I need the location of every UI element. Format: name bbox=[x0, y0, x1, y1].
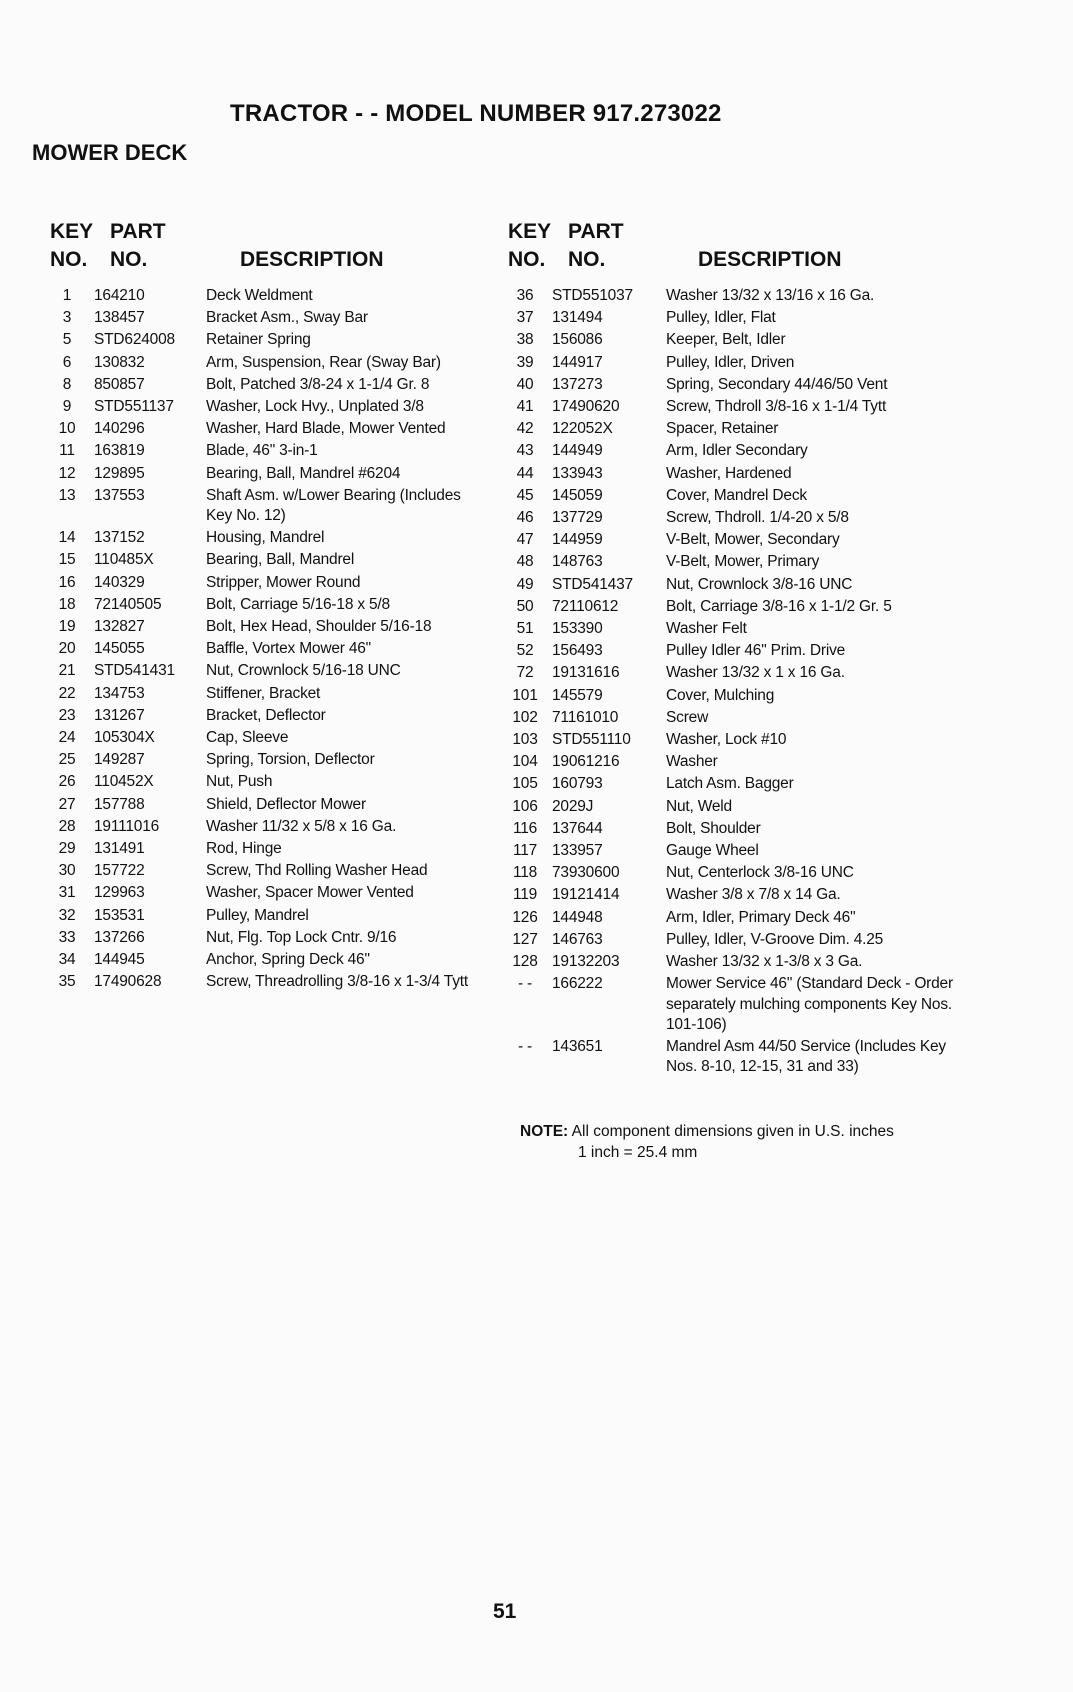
description-cell: Spring, Torsion, Deflector bbox=[206, 751, 375, 769]
table-row bbox=[508, 797, 968, 817]
table-row bbox=[50, 883, 480, 903]
parts-table-right bbox=[508, 218, 968, 1079]
table-row bbox=[508, 397, 968, 417]
key-no-cell: 35 bbox=[58, 973, 76, 991]
description-cell: Washer bbox=[666, 753, 718, 771]
key-no-cell: 10 bbox=[58, 420, 76, 438]
part-no-cell: 163819 bbox=[94, 442, 145, 460]
description-header: DESCRIPTION bbox=[240, 248, 384, 271]
part-no-cell: 133957 bbox=[552, 842, 603, 860]
description-cell: Cap, Sleeve bbox=[206, 729, 289, 747]
part-no-cell: 137644 bbox=[552, 819, 603, 837]
part-no-cell: 131494 bbox=[552, 309, 603, 327]
key-no-cell: 11 bbox=[59, 442, 75, 460]
part-no-cell: 137553 bbox=[94, 486, 145, 504]
part-no-cell: 129963 bbox=[94, 884, 145, 902]
description-cell: Washer 13/32 x 13/16 x 16 Ga. bbox=[666, 287, 875, 304]
description-cell: Nut, Centerlock 3/8-16 UNC bbox=[666, 864, 854, 882]
table-row bbox=[508, 619, 968, 639]
key-no-cell: - - bbox=[517, 1037, 533, 1055]
key-no-cell: 24 bbox=[58, 729, 76, 747]
key-no-header: NO. bbox=[508, 248, 546, 271]
description-cell: Washer, Lock Hvy., Unplated 3/8 bbox=[206, 398, 424, 416]
key-no-cell: 8 bbox=[62, 375, 72, 393]
description-cell: Washer, Lock #10 bbox=[666, 731, 787, 749]
table-row bbox=[508, 974, 968, 1035]
key-no-cell: 26 bbox=[58, 773, 76, 791]
description-cell: Nut, Weld bbox=[666, 797, 732, 815]
description-cell: Washer Felt bbox=[666, 620, 747, 638]
key-no-cell: 43 bbox=[516, 442, 534, 460]
key-no-cell: 41 bbox=[516, 398, 534, 416]
parts-table-left bbox=[50, 218, 480, 995]
description-cell: Washer 3/8 x 7/8 x 14 Ga. bbox=[666, 886, 841, 904]
part-no-cell: 137266 bbox=[94, 928, 145, 946]
table-row bbox=[508, 575, 968, 595]
key-no-cell: 32 bbox=[58, 906, 76, 924]
table-row bbox=[508, 885, 968, 905]
description-cell: Spacer, Retainer bbox=[666, 420, 779, 438]
table-row bbox=[508, 286, 968, 306]
part-no-cell: 146763 bbox=[552, 930, 603, 948]
table-header-row-2 bbox=[50, 246, 480, 274]
description-cell: Bolt, Patched 3/8-24 x 1-1/4 Gr. 8 bbox=[206, 375, 430, 393]
part-header: PART bbox=[568, 220, 624, 243]
part-no-cell: 850857 bbox=[94, 375, 145, 393]
key-no-cell: 128 bbox=[512, 953, 538, 971]
part-no-cell: 137729 bbox=[552, 509, 603, 527]
key-no-cell: 1 bbox=[62, 287, 72, 304]
key-no-cell: 29 bbox=[58, 840, 76, 858]
key-no-cell: 104 bbox=[512, 753, 538, 771]
key-no-cell: 44 bbox=[516, 464, 534, 482]
description-cell: Anchor, Spring Deck 46" bbox=[206, 951, 370, 969]
table-row bbox=[50, 375, 480, 395]
key-no-cell: 101 bbox=[512, 686, 538, 704]
part-no-cell: 131491 bbox=[94, 840, 145, 858]
table-row bbox=[50, 353, 480, 373]
table-row bbox=[50, 928, 480, 948]
table-row bbox=[50, 772, 480, 792]
description-cell: Stiffener, Bracket bbox=[206, 684, 321, 702]
key-no-cell: 72 bbox=[516, 664, 534, 682]
part-no-cell: STD551137 bbox=[94, 398, 174, 416]
table-row bbox=[50, 528, 480, 548]
table-row bbox=[508, 1037, 968, 1077]
part-no-cell: 153390 bbox=[552, 620, 603, 638]
description-cell: Cover, Mulching bbox=[666, 686, 775, 704]
table-row bbox=[50, 550, 480, 570]
key-no-cell: 39 bbox=[516, 353, 534, 371]
table-row bbox=[508, 552, 968, 572]
description-cell: Pulley, Idler, V-Groove Dim. 4.25 bbox=[666, 930, 884, 948]
key-no-cell: 12 bbox=[58, 464, 76, 482]
part-no-cell: 71161010 bbox=[552, 708, 619, 726]
key-no-header: NO. bbox=[50, 248, 88, 271]
description-cell: Shield, Deflector Mower bbox=[206, 795, 366, 813]
part-no-cell: 145055 bbox=[94, 640, 145, 658]
description-cell: Screw, Thd Rolling Washer Head bbox=[206, 862, 428, 880]
table-row bbox=[50, 728, 480, 748]
key-no-cell: 106 bbox=[512, 797, 538, 815]
note-text: All component dimensions given in U.S. inches bbox=[571, 1123, 894, 1140]
description-cell: Nut, Crownlock 5/16-18 UNC bbox=[206, 662, 401, 680]
description-cell: Screw, Thdroll 3/8-16 x 1-1/4 Tytt bbox=[666, 398, 887, 416]
description-cell: Screw, Threadrolling 3/8-16 x 1-3/4 Tytt bbox=[206, 973, 468, 991]
key-no-cell: 20 bbox=[58, 640, 76, 658]
table-row bbox=[50, 330, 480, 350]
part-no-cell: 144948 bbox=[552, 908, 603, 926]
part-no-cell: 144959 bbox=[552, 531, 603, 549]
part-no-cell: STD541437 bbox=[552, 575, 633, 593]
table-row bbox=[508, 752, 968, 772]
description-cell: Washer 11/32 x 5/8 x 16 Ga. bbox=[206, 817, 397, 835]
table-row bbox=[508, 774, 968, 794]
description-cell: Baffle, Vortex Mower 46" bbox=[206, 640, 371, 658]
table-row bbox=[50, 419, 480, 439]
description-cell: Mower Service 46" (Standard Deck - Order separately mulching components Key Nos. 101-106) bbox=[666, 975, 953, 1033]
key-no-cell: 52 bbox=[516, 642, 534, 660]
part-no-cell: 19061216 bbox=[552, 753, 620, 771]
key-no-cell: 126 bbox=[512, 908, 538, 926]
key-no-cell: 23 bbox=[58, 706, 76, 724]
part-no-cell: 156493 bbox=[552, 642, 603, 660]
part-no-cell: 73930600 bbox=[552, 864, 620, 882]
key-header: KEY bbox=[50, 220, 94, 243]
description-cell: Arm, Idler, Primary Deck 46" bbox=[666, 908, 856, 926]
key-no-cell: 127 bbox=[512, 930, 538, 948]
table-row bbox=[508, 308, 968, 328]
table-row bbox=[50, 972, 480, 992]
key-no-cell: 46 bbox=[516, 509, 534, 527]
note-label: NOTE: bbox=[520, 1123, 569, 1140]
part-no-cell: 160793 bbox=[552, 775, 603, 793]
part-no-cell: STD551037 bbox=[552, 287, 633, 304]
part-no-cell: 72140505 bbox=[94, 595, 162, 613]
table-row bbox=[508, 441, 968, 461]
key-no-cell: 22 bbox=[58, 684, 76, 702]
key-no-cell: 27 bbox=[58, 795, 76, 813]
table-row bbox=[50, 486, 480, 526]
table-row bbox=[508, 530, 968, 550]
table-row bbox=[508, 930, 968, 950]
part-no-cell: 17490628 bbox=[94, 973, 162, 991]
part-no-cell: 72110612 bbox=[552, 597, 619, 615]
part-no-cell: 144949 bbox=[552, 442, 603, 460]
part-no-cell: 148763 bbox=[552, 553, 603, 571]
table-row bbox=[50, 573, 480, 593]
part-no-header: NO. bbox=[568, 248, 606, 271]
description-cell: Arm, Idler Secondary bbox=[666, 442, 808, 460]
key-no-cell: 105 bbox=[512, 775, 538, 793]
description-cell: Washer, Hard Blade, Mower Vented bbox=[206, 420, 446, 438]
description-cell: Pulley, Idler, Flat bbox=[666, 309, 776, 327]
part-no-cell: 137273 bbox=[552, 375, 603, 393]
description-cell: Cover, Mandrel Deck bbox=[666, 486, 807, 504]
part-header: PART bbox=[110, 220, 166, 243]
key-no-cell: 37 bbox=[516, 309, 534, 327]
part-no-cell: 19131616 bbox=[552, 664, 620, 682]
key-no-cell: 117 bbox=[512, 842, 538, 860]
page-title: TRACTOR - - MODEL NUMBER 917.273022 bbox=[230, 100, 722, 127]
key-no-cell: 19 bbox=[58, 618, 76, 636]
table-row bbox=[508, 819, 968, 839]
key-no-cell: 45 bbox=[516, 486, 534, 504]
description-cell: Mandrel Asm 44/50 Service (Includes Key Nos. 8-10, 12-15, 31 and 33) bbox=[666, 1037, 946, 1076]
table-row bbox=[50, 839, 480, 859]
table-row bbox=[508, 486, 968, 506]
table-row bbox=[50, 795, 480, 815]
key-no-cell: 14 bbox=[58, 529, 76, 547]
table-row bbox=[508, 353, 968, 373]
key-no-cell: 31 bbox=[58, 884, 76, 902]
key-header: KEY bbox=[508, 220, 552, 243]
description-cell: Stripper, Mower Round bbox=[206, 573, 361, 591]
description-cell: Bolt, Carriage 5/16-18 x 5/8 bbox=[206, 595, 390, 613]
description-cell: Rod, Hinge bbox=[206, 840, 282, 858]
table-row bbox=[508, 508, 968, 528]
part-no-cell: 132827 bbox=[94, 618, 145, 636]
part-no-cell: 134753 bbox=[94, 684, 145, 702]
description-cell: Deck Weldment bbox=[206, 287, 313, 304]
part-no-cell: 19111016 bbox=[94, 817, 160, 835]
table-row bbox=[508, 375, 968, 395]
table-row bbox=[508, 419, 968, 439]
key-no-cell: 38 bbox=[516, 331, 534, 349]
description-cell: Bolt, Carriage 3/8-16 x 1-1/2 Gr. 5 bbox=[666, 597, 892, 615]
key-no-cell: 119 bbox=[512, 886, 538, 904]
table-row bbox=[50, 861, 480, 881]
part-no-cell: 137152 bbox=[94, 529, 145, 547]
part-no-cell: 130832 bbox=[94, 353, 145, 371]
description-cell: Pulley, Idler, Driven bbox=[666, 353, 795, 371]
part-no-cell: 157722 bbox=[94, 862, 145, 880]
key-no-cell: 103 bbox=[512, 731, 538, 749]
table-row bbox=[508, 841, 968, 861]
table-row bbox=[50, 397, 480, 417]
part-no-cell: 131267 bbox=[94, 706, 145, 724]
section-title: MOWER DECK bbox=[32, 140, 188, 165]
description-cell: Screw, Thdroll. 1/4-20 x 5/8 bbox=[666, 509, 849, 527]
key-no-cell: 116 bbox=[512, 819, 538, 837]
part-no-cell: 166222 bbox=[552, 975, 603, 993]
description-cell: V-Belt, Mower, Primary bbox=[666, 553, 820, 571]
part-no-header: NO. bbox=[110, 248, 148, 271]
key-no-cell: 16 bbox=[58, 573, 76, 591]
description-cell: Gauge Wheel bbox=[666, 842, 759, 860]
part-no-cell: STD624008 bbox=[94, 331, 175, 349]
key-no-cell: 49 bbox=[516, 575, 534, 593]
part-no-cell: 17490620 bbox=[552, 398, 620, 416]
key-no-cell: 47 bbox=[516, 531, 534, 549]
part-no-cell: 105304X bbox=[94, 729, 155, 747]
table-row bbox=[508, 952, 968, 972]
part-no-cell: STD551110 bbox=[552, 731, 631, 749]
table-row bbox=[50, 308, 480, 328]
table-row bbox=[50, 750, 480, 770]
table-row bbox=[508, 863, 968, 883]
key-no-cell: 9 bbox=[62, 398, 72, 416]
table-row bbox=[508, 908, 968, 928]
part-no-cell: 143651 bbox=[552, 1037, 603, 1055]
table-row bbox=[508, 464, 968, 484]
note bbox=[520, 1121, 970, 1163]
part-no-cell: 144945 bbox=[94, 951, 145, 969]
key-no-cell: 25 bbox=[58, 751, 76, 769]
part-no-cell: 110452X bbox=[94, 773, 154, 791]
key-no-cell: 40 bbox=[516, 375, 534, 393]
description-cell: Housing, Mandrel bbox=[206, 529, 325, 547]
table-row bbox=[50, 464, 480, 484]
table-header-row-1 bbox=[50, 218, 480, 246]
part-no-cell: 19121414 bbox=[552, 886, 620, 904]
part-no-cell: STD541431 bbox=[94, 662, 175, 680]
description-cell: Arm, Suspension, Rear (Sway Bar) bbox=[206, 353, 441, 371]
key-no-cell: 50 bbox=[516, 597, 534, 615]
description-cell: Washer 13/32 x 1 x 16 Ga. bbox=[666, 664, 845, 682]
part-no-cell: 133943 bbox=[552, 464, 603, 482]
table-header-row-1 bbox=[508, 218, 968, 246]
part-no-cell: 145059 bbox=[552, 486, 603, 504]
description-cell: Washer 13/32 x 1-3/8 x 3 Ga. bbox=[666, 953, 863, 971]
part-no-cell: 140296 bbox=[94, 420, 145, 438]
part-no-cell: 153531 bbox=[94, 906, 145, 924]
table-row bbox=[50, 639, 480, 659]
table-row bbox=[508, 708, 968, 728]
description-cell: Bearing, Ball, Mandrel #6204 bbox=[206, 464, 401, 482]
description-cell: Washer, Hardened bbox=[666, 464, 792, 482]
description-cell: V-Belt, Mower, Secondary bbox=[666, 531, 840, 549]
table-row bbox=[50, 286, 480, 306]
key-no-cell: 36 bbox=[516, 287, 534, 304]
key-no-cell: 13 bbox=[58, 486, 76, 504]
key-no-cell: 21 bbox=[58, 662, 76, 680]
description-cell: Washer, Spacer Mower Vented bbox=[206, 884, 414, 902]
table-row bbox=[50, 684, 480, 704]
description-cell: Spring, Secondary 44/46/50 Vent bbox=[666, 375, 888, 393]
key-no-cell: 51 bbox=[516, 620, 534, 638]
part-no-cell: 145579 bbox=[552, 686, 603, 704]
parts-list-left bbox=[50, 286, 480, 993]
key-no-cell: 34 bbox=[58, 951, 76, 969]
table-row bbox=[50, 595, 480, 615]
description-cell: Nut, Push bbox=[206, 773, 273, 791]
description-cell: Nut, Flg. Top Lock Cntr. 9/16 bbox=[206, 928, 397, 946]
table-row bbox=[508, 730, 968, 750]
parts-list-right bbox=[508, 286, 968, 1077]
description-cell: Keeper, Belt, Idler bbox=[666, 331, 786, 349]
key-no-cell: - - bbox=[517, 975, 533, 993]
description-cell: Nut, Crownlock 3/8-16 UNC bbox=[666, 575, 853, 593]
key-no-cell: 118 bbox=[512, 864, 538, 882]
table-row bbox=[508, 641, 968, 661]
key-no-cell: 28 bbox=[58, 817, 76, 835]
part-no-cell: 19132203 bbox=[552, 953, 620, 971]
part-no-cell: 2029J bbox=[552, 797, 594, 815]
key-no-cell: 18 bbox=[58, 595, 76, 613]
description-cell: Bolt, Shoulder bbox=[666, 819, 761, 837]
description-cell: Blade, 46" 3-in-1 bbox=[206, 442, 318, 460]
key-no-cell: 15 bbox=[58, 551, 76, 569]
key-no-cell: 42 bbox=[516, 420, 534, 438]
part-no-cell: 144917 bbox=[552, 353, 603, 371]
key-no-cell: 5 bbox=[62, 331, 72, 349]
description-cell: Bolt, Hex Head, Shoulder 5/16-18 bbox=[206, 618, 432, 636]
table-row bbox=[508, 330, 968, 350]
description-cell: Bracket Asm., Sway Bar bbox=[206, 309, 368, 327]
description-cell: Screw bbox=[666, 708, 709, 726]
part-no-cell: 138457 bbox=[94, 309, 145, 327]
table-row bbox=[50, 950, 480, 970]
table-row bbox=[50, 661, 480, 681]
part-no-cell: 129895 bbox=[94, 464, 145, 482]
description-cell: Shaft Asm. w/Lower Bearing (Includes Key No. 12) bbox=[206, 486, 461, 525]
table-row bbox=[508, 663, 968, 683]
description-cell: Latch Asm. Bagger bbox=[666, 775, 794, 793]
key-no-cell: 102 bbox=[512, 708, 538, 726]
description-header: DESCRIPTION bbox=[698, 248, 842, 271]
table-row bbox=[508, 597, 968, 617]
key-no-cell: 48 bbox=[516, 553, 534, 571]
table-row bbox=[50, 706, 480, 726]
table-row bbox=[50, 906, 480, 926]
page-number: 51 bbox=[493, 1600, 517, 1623]
part-no-cell: 122052X bbox=[552, 420, 613, 438]
table-row bbox=[50, 441, 480, 461]
key-no-cell: 33 bbox=[58, 928, 76, 946]
description-cell: Bracket, Deflector bbox=[206, 706, 326, 724]
part-no-cell: 149287 bbox=[94, 751, 145, 769]
description-cell: Retainer Spring bbox=[206, 331, 311, 349]
key-no-cell: 3 bbox=[62, 309, 72, 327]
part-no-cell: 110485X bbox=[94, 551, 154, 569]
part-no-cell: 157788 bbox=[94, 795, 145, 813]
part-no-cell: 156086 bbox=[552, 331, 603, 349]
table-header-row-2 bbox=[508, 246, 968, 274]
key-no-cell: 30 bbox=[58, 862, 76, 880]
description-cell: Pulley Idler 46" Prim. Drive bbox=[666, 642, 846, 660]
table-row bbox=[50, 617, 480, 637]
table-row bbox=[50, 817, 480, 837]
description-cell: Pulley, Mandrel bbox=[206, 906, 309, 924]
description-cell: Bearing, Ball, Mandrel bbox=[206, 551, 355, 569]
key-no-cell: 6 bbox=[62, 353, 72, 371]
note-conversion: 1 inch = 25.4 mm bbox=[578, 1144, 698, 1161]
table-row bbox=[508, 686, 968, 706]
part-no-cell: 164210 bbox=[94, 287, 145, 304]
part-no-cell: 140329 bbox=[94, 573, 145, 591]
